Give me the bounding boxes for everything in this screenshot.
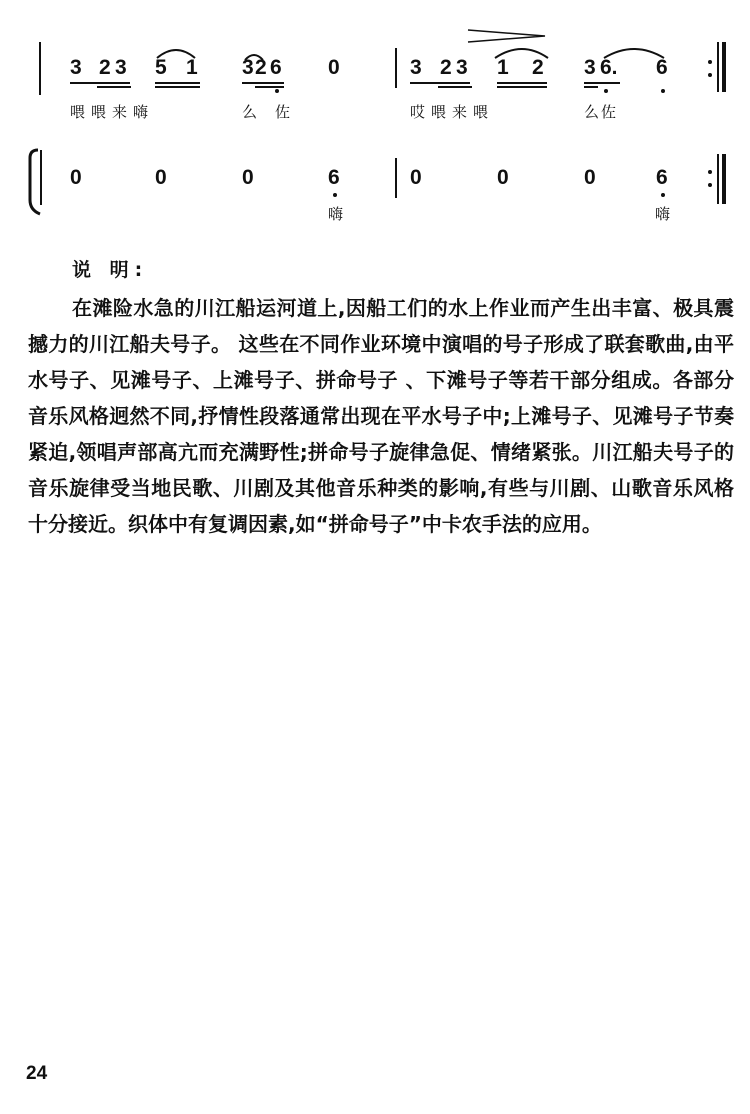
note: 1 [497, 56, 509, 79]
note: 0 [584, 166, 596, 189]
note: 2 [99, 56, 111, 79]
note: 2 [440, 56, 452, 79]
page-number: 24 [26, 1063, 48, 1084]
note: 6. [600, 56, 618, 79]
note: 0 [70, 166, 82, 189]
lyric: 喂喂来嗨 [70, 103, 155, 121]
note: 0 [328, 56, 340, 79]
note: 1 [186, 56, 198, 79]
lyric: 么佐 [242, 103, 309, 121]
note: 6 [328, 166, 340, 189]
lyric: 哎喂来喂 [410, 103, 495, 121]
jianpu-score [0, 0, 750, 235]
note: 3 [584, 56, 596, 79]
note: 0 [410, 166, 422, 189]
note: 3 [410, 56, 422, 79]
note: 3 [70, 56, 82, 79]
lyric: 嗨 [655, 205, 677, 223]
note: 2 [255, 56, 267, 79]
notes-heading: 说 明: [72, 259, 149, 281]
note: 0 [497, 166, 509, 189]
note: 3 [242, 56, 254, 79]
lyric: 么佐 [584, 103, 619, 121]
notes-body [28, 290, 734, 542]
notes-paragraph: 在滩险水急的川江船运河道上,因船工们的水上作业而产生出丰富、极具震撼力的川江船夫号子。 这些在不同作业环境中演唱的号子形成了联套歌曲,由平水号子、见滩号子、上滩号子、拼命号子 、下滩号子等若干部分组成。各部分音乐风格迥然不同,抒情性段落通常出现在平水号子中;上滩号子、见滩号子节奏紧迫,领唱声部高亢而充满野性;拼命号子旋律急促、情绪紧张。川江船夫号子的音乐旋律受当地民歌、川剧及其他音乐种类的影响,有些与川剧、山歌音乐风格十分接近。织体中有复调因素,如“拼命号子”中卡农手法的应用。 [28, 296, 734, 536]
note: 0 [242, 166, 254, 189]
lyric: 嗨 [328, 205, 350, 223]
note: 0 [155, 166, 167, 189]
note: 3 [115, 56, 127, 79]
note: 6 [656, 56, 668, 79]
note: 5 [155, 56, 167, 79]
note: 3 [456, 56, 468, 79]
note: 2 [532, 56, 544, 79]
note: 6 [270, 56, 282, 79]
barline [395, 48, 397, 88]
note: 6 [656, 166, 668, 189]
